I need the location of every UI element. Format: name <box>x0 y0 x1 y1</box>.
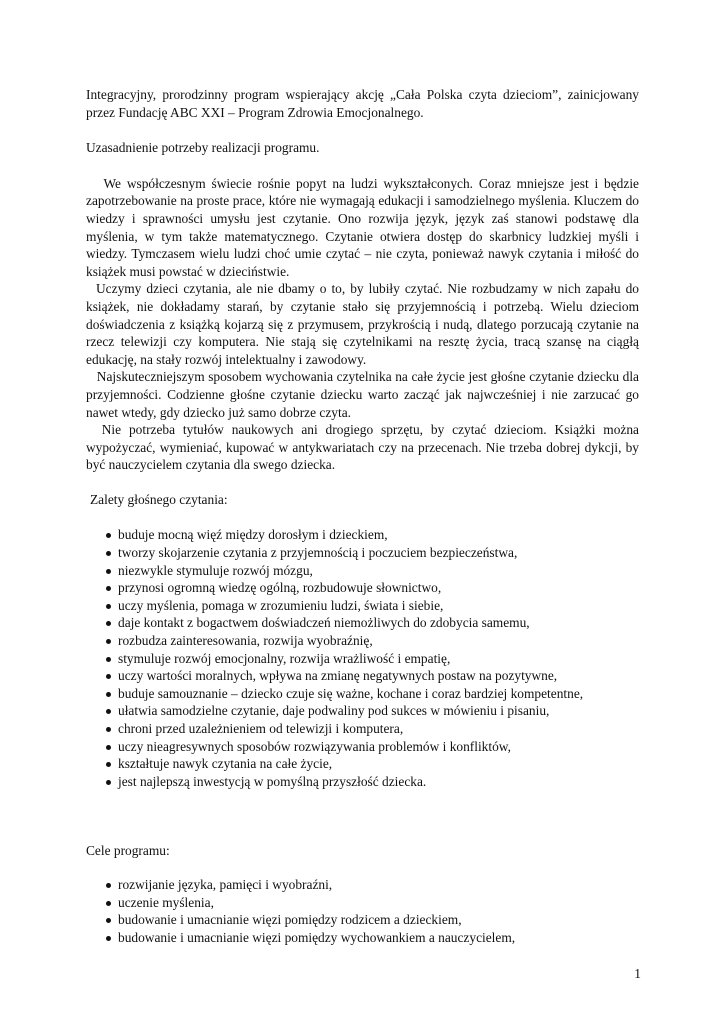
list-item-text: chroni przed uzależnieniem od telewizji i komputera, <box>118 721 404 736</box>
benefits-list <box>86 526 639 790</box>
bullet-icon <box>106 586 111 591</box>
goals-heading: Cele programu: <box>86 843 170 859</box>
bullet-icon <box>106 727 111 732</box>
bullet-icon <box>106 918 111 923</box>
body-paragraph: Uczymy dzieci czytania, ale nie dbamy o to, by lubiły czytać. Nie rozbudzamy w nich zapału do książek, nie dokładamy starań, by czytanie stało się przyjemnością i potrzebą. Wielu dzieciom doświadczenia z książką kojarzą się z przymusem, przykrością i nudą, dlatego porzucają czytanie na rzecz telewizji czy komputera. Nie stają się czytelnikami na resztę życia, tracą szansę na ciągłą edukację, na stały rozwój intelektualny i zawodowy. <box>86 281 643 367</box>
list-item <box>86 544 639 562</box>
list-item-text: uczy wartości moralnych, wpływa na zmianę negatywnych postaw na pozytywne, <box>118 668 558 684</box>
list-item <box>86 632 639 650</box>
body-paragraph: Nie potrzeba tytułów naukowych ani drogiego sprzętu, by czytać dzieciom. Książki można wypożyczać, wymieniać, kupować w antykwariatach czy na przecenach. Nie trzeba dobrej dykcji, by być nauczycielem czytania dla swego dziecka. <box>86 422 643 473</box>
bullet-icon <box>106 639 111 644</box>
list-item-text: uczenie myślenia, <box>118 894 214 910</box>
list-item-text: ułatwia samodzielne czytanie, daje podwaliny pod sukces w mówieniu i pisaniu, <box>118 703 550 719</box>
list-item-text: niezwykle stymuluje rozwój mózgu, <box>118 562 313 578</box>
bullet-icon <box>106 621 111 626</box>
list-item <box>86 911 639 929</box>
benefits-heading: Zalety głośnego czytania: <box>90 491 228 507</box>
list-item <box>86 720 639 738</box>
page-number: 1 <box>634 966 641 981</box>
list-item <box>86 929 639 947</box>
list-item <box>86 702 639 720</box>
list-item-text: stymuluje rozwój emocjonalny, rozwija wrażliwość i empatię, <box>118 650 451 666</box>
list-item-text: budowanie i umacnianie więzi pomiędzy wychowankiem a nauczycielem, <box>118 929 516 945</box>
list-item <box>86 562 639 580</box>
list-item <box>86 579 639 597</box>
list-item <box>86 755 639 773</box>
list-item-text: daje kontakt z bogactwem doświadczeń niemożliwych do zdobycia samemu, <box>118 615 530 631</box>
list-item <box>86 685 639 703</box>
list-item-text: buduje mocną więź między dorosłym i dzieckiem, <box>118 527 388 543</box>
bullet-icon <box>106 604 111 609</box>
bullet-icon <box>106 692 111 697</box>
justification-heading: Uzasadnienie potrzeby realizacji programu. <box>86 140 320 156</box>
bullet-icon <box>106 901 111 906</box>
body-paragraph: Najskuteczniejszym sposobem wychowania czytelnika na całe życie jest głośne czytanie dziecku dla przyjemności. Codzienne głośne czytanie dziecku warto zacząć jak najwcześniej i nie zarzucać go nawet wtedy, gdy dziecko już samo dobrze czyta. <box>86 369 643 420</box>
bullet-icon <box>106 533 111 538</box>
bullet-icon <box>106 883 111 888</box>
list-item <box>86 667 639 685</box>
list-item <box>86 738 639 756</box>
bullet-icon <box>106 569 111 574</box>
list-item-text: buduje samouznanie – dziecko czuje się ważne, kochane i coraz bardziej kompetentne, <box>118 685 584 701</box>
list-item-text: tworzy skojarzenie czytania z przyjemnością i poczuciem bezpieczeństwa, <box>118 545 518 561</box>
list-item-text: budowanie i umacnianie więzi pomiędzy rodzicem a dzieckiem, <box>118 912 462 928</box>
bullet-icon <box>106 674 111 679</box>
body-paragraph: We współczesnym świecie rośnie popyt na ludzi wykształconych. Coraz mniejsze jest i będzie zapotrzebowanie na proste prace, które nie wymagają edukacji i samodzielnego myślenia. Kluczem do wiedzy i sprawności umysłu jest czytanie. Ono rozwija język, język zaś stanowi podstawę dla myślenia, w tym także matematycznego. Czytanie otwiera dostęp do skarbnicy ludzkiej myśli i wiedzy. Tymczasem wielu ludzi choć umie czytać – nie czyta, ponieważ nawyk czytania i miłość do książek musi powstać w dzieciństwie. <box>86 175 643 279</box>
bullet-icon <box>106 936 111 941</box>
list-item <box>86 597 639 615</box>
list-item <box>86 526 639 544</box>
list-item-text: jest najlepszą inwestycją w pomyślną przyszłość dziecka. <box>118 773 427 789</box>
bullet-icon <box>106 551 111 556</box>
bullet-icon <box>106 762 111 767</box>
list-item-text: uczy nieagresywnych sposobów rozwiązywania problemów i konfliktów, <box>118 738 511 754</box>
list-item-text: rozbudza zainteresowania, rozwija wyobraźnię, <box>118 633 373 649</box>
bullet-icon <box>106 709 111 714</box>
page-content <box>86 86 643 946</box>
intro-paragraph: Integracyjny, prorodzinny program wspierający akcję „Cała Polska czyta dzieciom”, zainicjowany przez Fundację ABC XXI – Program Zdrowia Emocjonalnego. <box>86 87 639 120</box>
list-item <box>86 894 639 912</box>
list-item-text: rozwijanie języka, pamięci i wyobraźni, <box>118 876 333 892</box>
list-item <box>86 614 639 632</box>
list-item <box>86 650 639 668</box>
list-item-text: kształtuje nawyk czytania na całe życie, <box>118 756 333 772</box>
list-item-text: uczy myślenia, pomaga w zrozumieniu ludzi, świata i siebie, <box>118 597 444 613</box>
bullet-icon <box>106 657 111 662</box>
goals-list <box>86 876 639 946</box>
bullet-icon <box>106 745 111 750</box>
list-item <box>86 773 639 791</box>
bullet-icon <box>106 780 111 785</box>
list-item <box>86 876 639 894</box>
list-item-text: przynosi ogromną wiedzę ogólną, rozbudowuje słownictwo, <box>118 580 442 596</box>
